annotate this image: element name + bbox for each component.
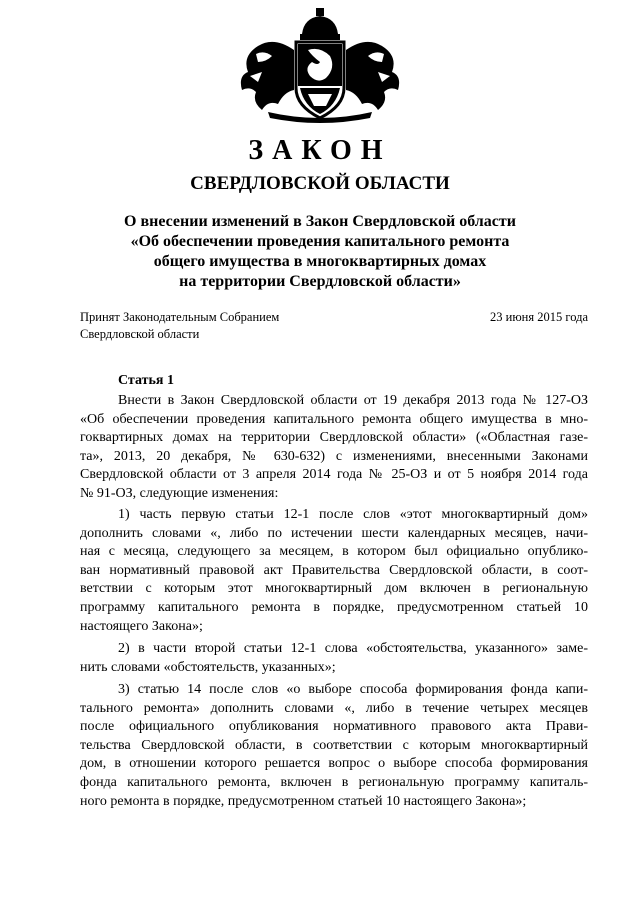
text-line: дополнить словами «, либо по истечении шести календарных месяцев, начи- [80, 525, 588, 541]
adoption-body [80, 309, 279, 343]
adoption-body-line: Принят Законодательным Собранием [80, 310, 280, 324]
text-line: дом, в отношении которого решается вопрос о выборе способа формирования [80, 756, 588, 772]
text-line: ветствии с которым этот многоквартирный дом включен в региональную [80, 581, 588, 597]
subject-line: «Об обеспечении проведения капитального ремонта [130, 233, 510, 250]
text-line: настоящего Закона»; [80, 618, 203, 634]
text-line: фонда капитального ремонта, включен в региональную программу капиталь- [80, 774, 588, 790]
article-item-1 [80, 506, 588, 636]
text-line: ного ремонта в порядке, предусмотренном статьей 10 настоящего Закона»; [80, 793, 527, 809]
article-item-2 [80, 640, 588, 677]
subject-line: О внесении изменений в Закон Свердловской области [124, 213, 516, 230]
article-item-3 [80, 681, 588, 811]
text-line: Внести в Закон Свердловской области от 19 декабря 2013 года № 127-ОЗ [118, 393, 588, 408]
subject-line: на территории Свердловской области» [179, 273, 461, 290]
text-line: тельства Свердловской области, в соответствии с которым многоквартирный [80, 737, 588, 753]
text-line: тального ремонта» дополнить словами «, либо в течение четырех месяцев [80, 700, 588, 716]
text-line: ван нормативный правовой акт Правительства Свердловской области, в соот- [80, 562, 588, 578]
law-title: ЗАКОН [248, 135, 392, 166]
coat-of-arms-emblem [228, 6, 412, 124]
adoption-date: 23 июня 2015 года [490, 310, 588, 324]
text-line: после официального опубликования нормативного правового акта Прави- [80, 719, 588, 735]
adoption-body-line: Свердловской области [80, 327, 200, 341]
text-line: 2) в части второй статьи 12-1 слова «обстоятельства, указанного» заме- [118, 641, 588, 656]
text-line: 1) часть первую статьи 12-1 после слов «этот многоквартирный дом» [118, 507, 588, 522]
text-line: № 91-ОЗ, следующие изменения: [80, 485, 279, 501]
text-line: гоквартирных домах на территории Свердловской области» («Областная газе- [80, 430, 588, 446]
subject-line: общего имущества в многоквартирных домах [153, 253, 487, 270]
text-line: 3) статью 14 после слов «о выборе способа формирования фонда капи- [118, 682, 588, 697]
text-line: нить словами «обстоятельств, указанных»; [80, 659, 336, 675]
article-intro-paragraph [80, 392, 588, 504]
law-subject [60, 212, 580, 292]
text-line: Свердловской области от 3 апреля 2014 года № 25-ОЗ и от 5 ноября 2014 года [80, 467, 588, 483]
region-title: СВЕРДЛОВСКОЙ ОБЛАСТИ [190, 173, 450, 194]
article-title: Статья 1 [118, 373, 174, 388]
text-line: та», 2013, 20 декабря, № 630-632) с изменениями, внесенными Законами [80, 448, 588, 464]
text-line: «Об обеспечении проведения капитального ремонта общего имущества в мно- [80, 411, 588, 427]
text-line: ная с месяца, следующего за месяцем, в котором был официально опублико- [80, 544, 588, 560]
text-line: программу капитального ремонта в порядке, предусмотренном статьей 10 [80, 599, 588, 615]
